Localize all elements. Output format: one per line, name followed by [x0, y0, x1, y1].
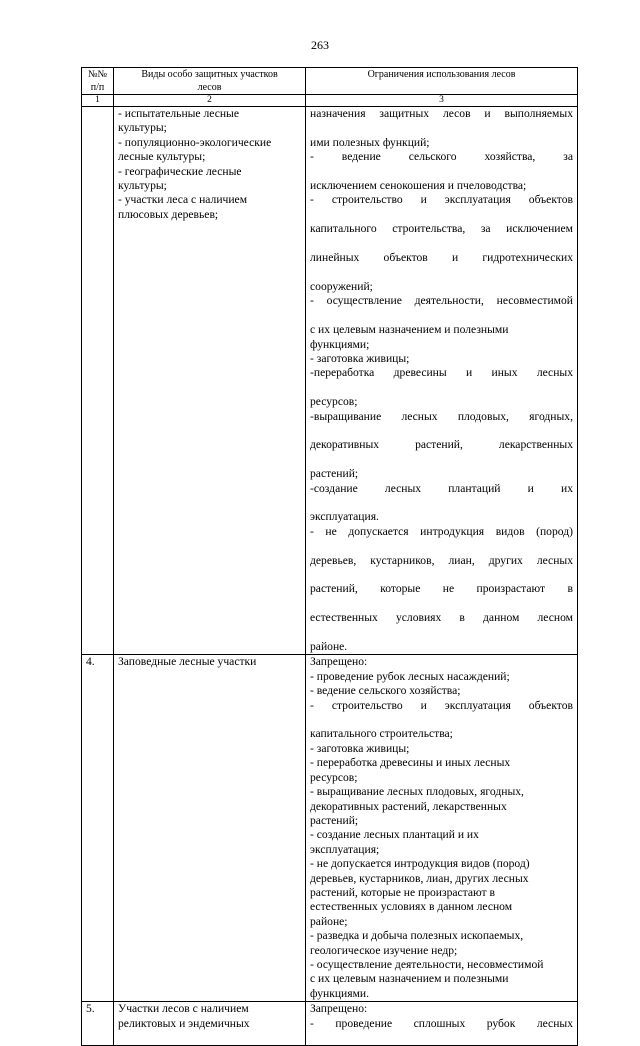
forest-area-type-line: - участки леса с наличием	[118, 193, 248, 207]
restriction-line: - не допускается интродукция видов (пород)	[310, 524, 573, 538]
restriction-line: - проведение сплошных рубок лесных	[310, 1016, 573, 1030]
forest-area-type-line: Участки лесов с наличием	[118, 1002, 249, 1016]
restriction-line: - заготовка живицы;	[310, 351, 410, 365]
header-col-number	[82, 68, 114, 95]
restriction-line: - переработка древесины и иных лесных	[310, 756, 511, 770]
forest-area-type	[114, 655, 306, 1002]
column-number-3: 3	[306, 95, 578, 107]
restriction-line: исключением сенокошения и пчеловодства;	[310, 179, 527, 193]
restriction-line: деревьев, кустарников, лиан, других лесных	[310, 871, 529, 885]
restriction-line: капитального строительства, за исключением	[310, 222, 573, 236]
header-col-type-line: лесов	[197, 81, 222, 93]
restriction-line: естественных условиях в данном лесном	[310, 900, 513, 914]
header-col-type	[114, 68, 306, 95]
restriction-line: -переработка древесины и иных лесных	[310, 366, 573, 380]
restriction-line: Запрещено:	[310, 655, 368, 669]
restriction-line: - проведение рубок лесных насаждений;	[310, 669, 510, 683]
restriction-line: - строительство и эксплуатация объектов	[310, 698, 573, 712]
restriction-line: -выращивание лесных плодовых, ягодных,	[310, 409, 573, 423]
restriction-line: сооружений;	[310, 279, 373, 293]
table-row	[82, 1002, 578, 1046]
restrictions-cell	[306, 107, 578, 655]
restriction-line: функциями;	[310, 337, 370, 351]
restriction-line: ресурсов;	[310, 395, 358, 409]
restriction-line: - выращивание лесных плодовых, ягодных,	[310, 785, 524, 799]
restriction-line: геологическое изучение недр;	[310, 943, 458, 957]
restriction-line: эксплуатация;	[310, 842, 380, 856]
restriction-line: деревьев, кустарников, лиан, других лесных	[310, 553, 573, 567]
restriction-line: районе;	[310, 914, 348, 928]
forest-area-type-line: - популяционно-экологические	[118, 135, 272, 149]
restriction-line: растений, которые не произрастают в	[310, 582, 573, 596]
forest-area-type-line: культуры;	[118, 121, 167, 135]
forest-area-type-line: Заповедные лесные участки	[118, 655, 257, 669]
restriction-line: ресурсов;	[310, 770, 358, 784]
column-number-1: 1	[82, 95, 114, 107]
forest-area-type-line: плюсовых деревьев;	[118, 207, 219, 221]
restriction-line: - осуществление деятельности, несовместимой	[310, 957, 544, 971]
table-row	[82, 107, 578, 655]
forest-area-type	[114, 1002, 306, 1046]
header-col-type-line: Виды особо защитных участков	[141, 69, 278, 80]
restriction-line: районе.	[310, 640, 348, 654]
restriction-line: назначения защитных лесов и выполняемых	[310, 107, 573, 120]
restriction-line: эксплуатация.	[310, 510, 379, 524]
restriction-line: естественных условиях в данном лесном	[310, 611, 573, 625]
restriction-line: растений;	[310, 813, 359, 827]
restriction-line: функциями.	[310, 986, 370, 1000]
forest-area-type-line: лесные культуры;	[118, 150, 206, 164]
header-col-number-line: №№	[87, 69, 108, 80]
restrictions-cell	[306, 1002, 578, 1046]
restriction-line: ими полезных функций;	[310, 135, 430, 149]
table-header-row	[82, 68, 578, 95]
restriction-line: - ведение сельского хозяйства, за	[310, 150, 573, 164]
restriction-line: - не допускается интродукция видов (пород)	[310, 857, 530, 871]
row-number	[82, 107, 114, 655]
forest-area-type-line: - испытательные лесные	[118, 107, 239, 120]
header-col-number-line: п/п	[90, 81, 105, 93]
restriction-line: - ведение сельского хозяйства;	[310, 684, 461, 698]
restriction-line: - заготовка живицы;	[310, 741, 410, 755]
restrictions-cell	[306, 655, 578, 1002]
row-number: 4.	[82, 655, 114, 1002]
restriction-line: - создание лесных плантаций и их	[310, 828, 479, 842]
restriction-line: декоративных растений, лекарственных	[310, 799, 507, 813]
restriction-line: - осуществление деятельности, несовместимой	[310, 294, 573, 308]
forest-area-type-line: - географические лесные	[118, 164, 242, 178]
forest-area-type	[114, 107, 306, 655]
restriction-line: капитального строительства;	[310, 727, 453, 741]
restriction-line: - разведка и добыча полезных ископаемых,	[310, 929, 524, 943]
restriction-line: Запрещено:	[310, 1002, 368, 1016]
restrictions-table	[81, 67, 578, 1046]
restriction-line: декоративных растений, лекарственных	[310, 438, 573, 452]
page-number: 263	[311, 38, 329, 52]
restriction-line: с их целевым назначением и полезными	[310, 323, 509, 337]
restriction-line: - строительство и эксплуатация объектов	[310, 193, 573, 207]
restriction-line: с их целевым назначением и полезными	[310, 972, 509, 986]
restriction-line: -создание лесных плантаций и их	[310, 481, 573, 495]
forest-area-type-line: культуры;	[118, 179, 167, 193]
row-number: 5.	[82, 1002, 114, 1046]
column-number-2: 2	[114, 95, 306, 107]
column-numbers-row	[82, 95, 578, 107]
restriction-line: растений;	[310, 467, 359, 481]
restriction-line: растений, которые не произрастают в	[310, 885, 495, 899]
table-row	[82, 655, 578, 1002]
restriction-line: линейных объектов и гидротехнических	[310, 251, 573, 265]
forest-area-type-line: реликтовых и эндемичных	[118, 1016, 250, 1030]
header-col-restrictions: Ограничения использования лесов	[306, 68, 578, 95]
